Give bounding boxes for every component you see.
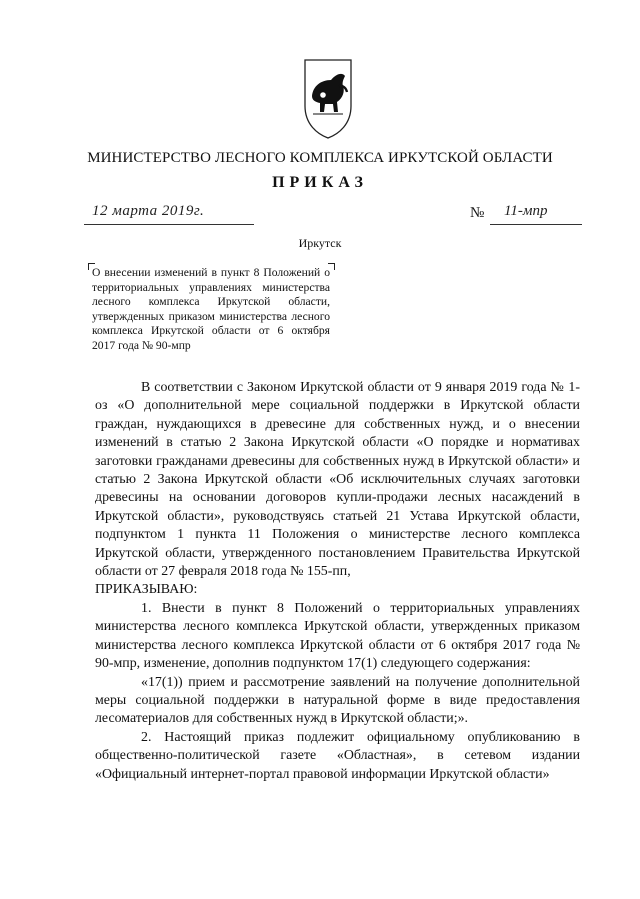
item-2-paragraph: 2. Настоящий приказ подлежит официальному опубликованию в общественно-политической газете «Областная», в сетевом издании «Официальный интернет-портал правовой информации Иркутской области» — [95, 729, 580, 782]
ministry-name: МИНИСТЕРСТВО ЛЕСНОГО КОМПЛЕКСА ИРКУТСКОЙ ОБЛАСТИ — [87, 150, 553, 166]
item-1-quote: «17(1)) прием и рассмотрение заявлений на получение дополнительной меры социальной поддержки в натуральной форме в виде предоставления лесоматериалов для собственных нужд в Иркутской области;». — [95, 674, 580, 727]
preamble-paragraph: В соответствии с Законом Иркутской области от 9 января 2019 года № 1-оз «О дополнительной мере социальной поддержки в Иркутской области граждан, нуждающихся в древесине для собственных нужд, и о внесении изменений в статью 2 Закона Иркутской области «О порядке и нормативах заготовки гражданами древесины для собственных нужд в Иркутской области» и статью 2 Закона Иркутской области «Об исключительных случаях заготовки древесины на основании договоров купли-продажи лесных насаждений в Иркутской области», руководствуясь статьей 21 Устава Иркутской области, подпунктом 1 пункта 11 Положения о министерстве лесного комплекса Иркутской области, утвержденного постановлением Правительства Иркутской области от 27 февраля 2018 года № 155-пп, — [95, 380, 580, 580]
document-body — [95, 379, 580, 784]
item-1-paragraph: 1. Внести в пункт 8 Положений о территориальных управлениях министерства лесного комплекса Иркутской области, утвержденных приказом министерства лесного комплекса Иркутской области от 6 октября 2017 года № 90-мпр, изменение, дополнив подпунктом 17(1) следующего содержания: — [95, 600, 580, 672]
number-field — [490, 202, 582, 225]
document-subject: О внесении изменений в пункт 8 Положений о территориальных управлениях министерства лесного комплекса Иркутской области, утвержденных приказом министерства лесного комплекса Иркутской области от 6 октября 2017 года № 90-мпр — [92, 266, 330, 352]
document-type: ПРИКАЗ — [272, 174, 368, 191]
number-sign: № — [470, 205, 485, 221]
irkutsk-coat-of-arms-icon — [303, 58, 353, 140]
date-field — [84, 202, 254, 225]
handwritten-date: 12 марта 2019г. — [92, 203, 205, 219]
order-word: ПРИКАЗЫВАЮ: — [95, 582, 198, 598]
city-name: Иркутск — [298, 236, 342, 250]
handwritten-number: 11-мпр — [504, 203, 548, 219]
